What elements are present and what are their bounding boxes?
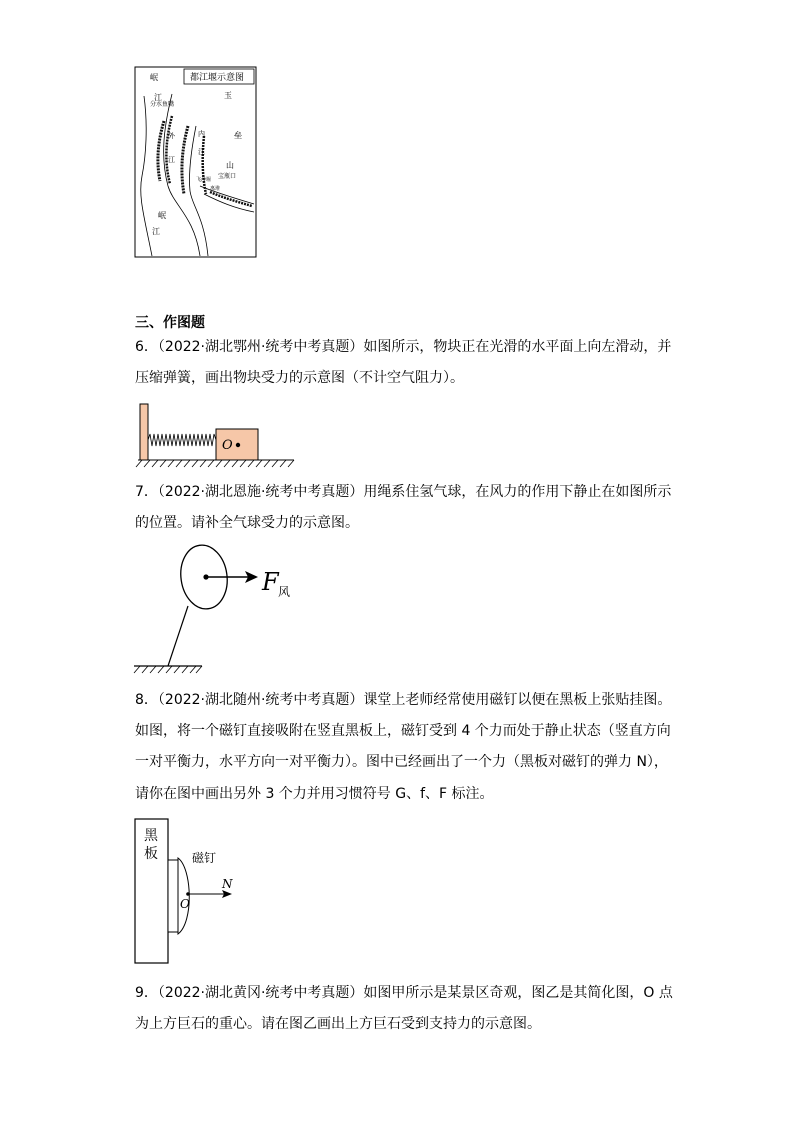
spring: [148, 434, 216, 446]
map-label-lei: 垒: [234, 131, 242, 140]
rope: [168, 606, 188, 666]
section-title: 三、作图题: [135, 315, 205, 331]
q6-center-dot: [236, 443, 240, 447]
map-label-feisha: 飞沙堰: [196, 177, 212, 183]
wall: [140, 404, 148, 460]
map-label-wai-jiang: 江: [168, 156, 175, 164]
ground-hatch: [136, 460, 294, 467]
map-label-wai: 外: [168, 132, 175, 140]
normal-force-label: N: [222, 877, 233, 891]
map-title: 都江堰示意图: [190, 73, 245, 83]
q6-line1: 6．（2022·湖北鄂州·统考中考真题）如图所示，物块正在光滑的水平面上向左滑动，并: [135, 339, 672, 355]
magnet-base: [168, 860, 178, 932]
q7-line2: 的位置。请补全气球受力的示意图。: [135, 515, 359, 531]
dujiangyan-map: [134, 66, 258, 260]
magnet-cap: [178, 858, 189, 934]
q7-figure: [130, 540, 320, 676]
q9-line2: 为上方巨石的重心。请在图乙画出上方巨石受到支持力的示意图。: [135, 1016, 541, 1032]
map-label-nei-jiang: 江: [198, 148, 205, 156]
blackboard-char-1: 黑: [144, 828, 158, 844]
map-label-shan: 山: [226, 161, 234, 170]
map-label-jiang: 江: [154, 93, 162, 102]
map-label-fenshui: 分水鱼嘴: [150, 101, 175, 108]
map-label-min-lower: 岷: [158, 211, 166, 220]
q8-line4: 请你在图中画出另外 3 个力并用习惯符号 G、f、F 标注。: [135, 786, 494, 802]
map-label-nei: 内: [198, 130, 205, 138]
q8-figure: [134, 818, 254, 968]
map-label-yu: 玉: [224, 91, 232, 100]
map-label-lidui: 离堆: [210, 186, 221, 192]
blackboard-char-2: 板: [144, 846, 158, 862]
wind-force-symbol: F: [262, 568, 279, 596]
q6-figure: [134, 400, 298, 470]
map-label-jiang-lower: 江: [152, 227, 160, 236]
q6-point-label: O: [222, 438, 233, 453]
q8-point-label: O: [180, 897, 190, 911]
q8-point-dot: [186, 892, 190, 896]
q9-line1: 9．（2022·湖北黄冈·统考中考真题）如图甲所示是某景区奇观，图乙是其简化图，O 点: [135, 985, 673, 1001]
q8-line2: 如图，将一个磁钉直接吸附在竖直黑板上，磁钉受到 4 个力而处于静止状态（竖直方向: [135, 723, 671, 739]
q6-line2: 压缩弹簧，画出物块受力的示意图（不计空气阻力）。: [135, 370, 464, 386]
wind-force-subscript: 风: [278, 585, 291, 599]
map-label-baopingkou: 宝瓶口: [218, 173, 237, 180]
magnet-label: 磁钉: [192, 851, 217, 865]
q8-line3: 一对平衡力，水平方向一对平衡力）。图中已经画出了一个力（黑板对磁钉的弹力 N），: [135, 754, 668, 770]
q7-ground-hatch: [134, 666, 202, 673]
q8-line1: 8．（2022·湖北随州·统考中考真题）课堂上老师经常使用磁钉以便在黑板上张贴挂图。: [135, 692, 672, 708]
map-label-min: 岷: [150, 73, 158, 82]
q7-line1: 7．（2022·湖北恩施·统考中考真题）用绳系住氢气球，在风力的作用下静止在如图所示: [135, 484, 672, 500]
